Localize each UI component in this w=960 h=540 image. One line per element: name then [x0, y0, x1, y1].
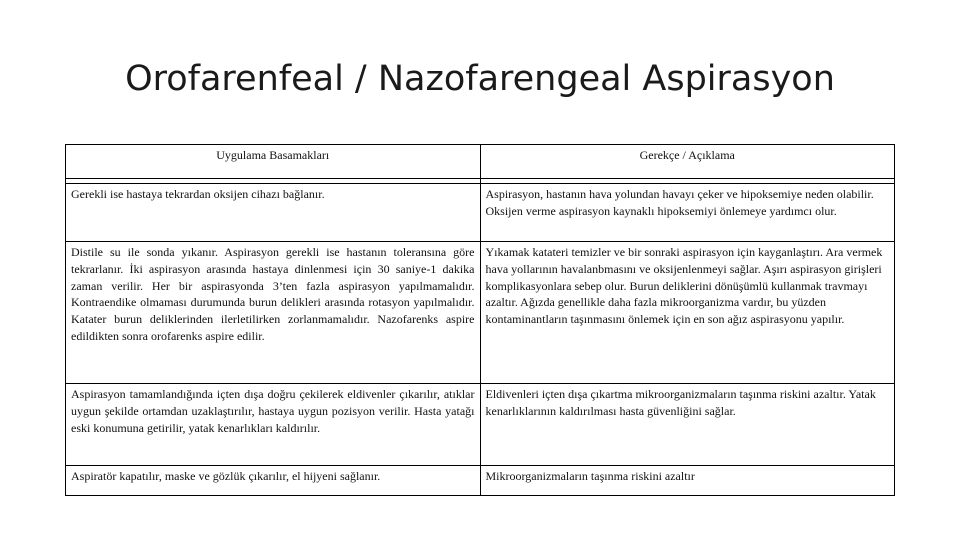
- table-row: [66, 384, 895, 466]
- step-cell: Gerekli ise hastaya tekrardan oksijen cihazı bağlanır.: [66, 184, 481, 242]
- step-cell: Aspiratör kapatılır, maske ve gözlük çıkarılır, el hijyeni sağlanır.: [66, 466, 481, 496]
- procedure-table-container: [65, 144, 895, 496]
- reason-cell: Aspirasyon, hastanın hava yolundan havayı çeker ve hipoksemiye neden olabilir. Oksijen verme aspirasyon kaynaklı hipoksemiyi önlemeye yardımcı olur.: [480, 184, 895, 242]
- reason-cell: Eldivenleri içten dışa çıkartma mikroorganizmaların taşınma riskini azaltır. Yatak kenarlıklarının kaldırılması hasta güvenliğini sağlar.: [480, 384, 895, 466]
- header-steps: Uygulama Basamakları: [66, 145, 481, 179]
- procedure-table: [65, 144, 895, 496]
- step-cell: Aspirasyon tamamlandığında içten dışa doğru çekilerek eldivenler çıkarılır, atıklar uygun şekilde ortamdan uzaklaştırılır, hastaya uygun pozisyon verilir. Hasta yatağı eski konumuna getirilir, yatak kenarlıkları kaldırılır.: [66, 384, 481, 466]
- table-header-row: [66, 145, 895, 179]
- reason-cell: Mikroorganizmaların taşınma riskini azaltır: [480, 466, 895, 496]
- reason-cell: Yıkamak katateri temizler ve bir sonraki aspirasyon için kayganlaştırı. Ara vermek hava yollarının havalanbmasını ve oksijenlenmeyi sağlar. Aşırı aspirasyon girişleri komplikasyonlara sebep olur. Burun deliklerini dönüşümlü kullanmak travmayı azaltır. Ağızda genellikle daha fazla mikroorganizma vardır, bu yüzden kontaminantların taşınmasını önlemek için en son ağız aspirasyonu yapılır.: [480, 242, 895, 384]
- header-rationale: Gerekçe / Açıklama: [480, 145, 895, 179]
- slide-title: Orofarenfeal / Nazofarengeal Aspirasyon: [125, 59, 835, 99]
- table-row: [66, 184, 895, 242]
- table-row: [66, 466, 895, 496]
- table-row: [66, 242, 895, 384]
- step-cell: Distile su ile sonda yıkanır. Aspirasyon gerekli ise hastanın toleransına göre tekrarlanır. İki aspirasyon arasında hastaya dinlenmesi için 30 saniye-1 dakika zaman verilir. Her bir aspirasyonda 3’ten fazla aspirasyon yapılmamalıdır. Kontraendike olmaması durumunda burun delikleri arasında rotasyon yapılmalıdır. Katater burun deliklerinden ilerletilirken zorlanmamalıdır. Nazofarenks aspire edildikten sonra orofarenks aspire edilir.: [66, 242, 481, 384]
